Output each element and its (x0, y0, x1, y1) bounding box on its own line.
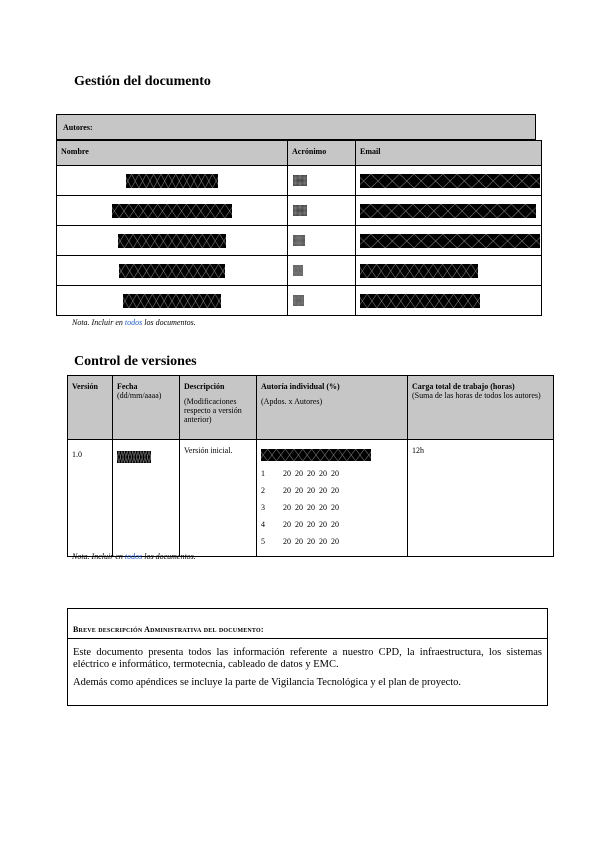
redaction-hatch (293, 295, 304, 306)
col-autoria-sub: (Apdos. x Autores) (261, 397, 323, 406)
redaction-hatch (119, 264, 225, 278)
col-nombre: Nombre (57, 141, 288, 166)
note-authors (72, 318, 196, 327)
redacted-name (123, 294, 221, 308)
authors-label-row (56, 114, 536, 140)
admin-description-para1: Este documento presenta todos las información referente a nuestro CPD, la infraestructura, los sistemas eléctrico e informático, termotecnia, cableado de datos y EMC. (73, 647, 542, 670)
list-item: 5 20 20 20 20 20 (261, 537, 339, 546)
authors-label: Autores: (63, 123, 93, 132)
redacted-email (360, 264, 478, 278)
col-acronimo: Acrónimo (288, 141, 356, 166)
redacted-name (118, 234, 226, 248)
note-suffix: los documentos. (142, 552, 196, 561)
redacted-name (119, 264, 225, 278)
list-item: 4 20 20 20 20 20 (261, 520, 339, 529)
col-desc-sub: (Modificaciones respecto a versión anterior) (184, 397, 242, 424)
col-carga-title: Carga total de trabajo (horas) (412, 382, 515, 391)
redaction-hatch (112, 204, 232, 218)
table-row (57, 226, 542, 256)
redacted-acronym (293, 295, 304, 306)
note-prefix: Nota. Incluir en (72, 552, 125, 561)
table-row (57, 256, 542, 286)
col-desc-title: Descripción (184, 382, 225, 391)
list-item: 2 20 20 20 20 20 (261, 486, 339, 495)
description-cell: Versión inicial. (180, 440, 257, 557)
col-fecha (113, 376, 180, 440)
list-item: 1 20 20 20 20 20 (261, 469, 339, 478)
redacted-email (360, 174, 540, 188)
autoria-list (261, 465, 403, 550)
versions-table (67, 375, 554, 557)
col-autoria-title: Autoría individual (%) (261, 382, 340, 391)
admin-description-para2: Además como apéndices se incluye la parte de Vigilancia Tecnológica y el plan de proyecto. (73, 677, 462, 688)
table-row (68, 440, 554, 557)
col-carga-sub: (Suma de las horas de todos los autores) (412, 391, 541, 400)
col-version: Versión (68, 376, 113, 440)
col-carga (408, 376, 554, 440)
redacted-name (112, 204, 232, 218)
redacted-email (360, 204, 536, 218)
redacted-authors (261, 449, 371, 461)
admin-description-title: Breve descripción Administrativa del documento: (73, 625, 264, 634)
redacted-email (360, 234, 540, 248)
note-versions (72, 552, 196, 561)
redacted-date (117, 451, 151, 463)
table-row (57, 166, 542, 196)
redaction-hatch (261, 449, 371, 461)
redaction-hatch (360, 264, 478, 278)
redaction-hatch (293, 265, 303, 276)
redacted-acronym (293, 235, 305, 246)
col-email: Email (356, 141, 542, 166)
redaction-hatch (293, 205, 307, 216)
redacted-acronym (293, 175, 307, 186)
note-prefix: Nota. Incluir en (72, 318, 125, 327)
redaction-hatch (117, 451, 151, 463)
section-title-control: Control de versiones (74, 354, 197, 369)
redaction-hatch (123, 294, 221, 308)
col-fecha-title: Fecha (117, 382, 138, 391)
redacted-name (126, 174, 218, 188)
redaction-hatch (360, 234, 540, 248)
note-link[interactable]: todos (124, 552, 143, 561)
redaction-hatch (360, 204, 536, 218)
redaction-hatch (126, 174, 218, 188)
note-link[interactable]: todos (124, 318, 143, 327)
redaction-hatch (360, 294, 480, 308)
hours-cell: 12h (408, 440, 554, 557)
admin-description-box (67, 608, 548, 706)
redaction-hatch (118, 234, 226, 248)
autoria-cell (257, 440, 408, 557)
section-title-gestion: Gestión del documento (74, 74, 211, 89)
redaction-hatch (293, 175, 307, 186)
list-item: 3 20 20 20 20 20 (261, 503, 339, 512)
redaction-hatch (360, 174, 540, 188)
redaction-hatch (293, 235, 305, 246)
table-row (57, 286, 542, 316)
col-descripcion (180, 376, 257, 440)
col-fecha-sub: (dd/mm/aaaa) (117, 391, 162, 400)
admin-description-header (68, 609, 547, 639)
redacted-acronym (293, 265, 303, 276)
redacted-acronym (293, 205, 307, 216)
authors-table (56, 140, 542, 316)
version-cell: 1.0 (68, 440, 113, 557)
table-row (57, 196, 542, 226)
note-suffix: los documentos. (142, 318, 196, 327)
redacted-email (360, 294, 480, 308)
col-autoria (257, 376, 408, 440)
